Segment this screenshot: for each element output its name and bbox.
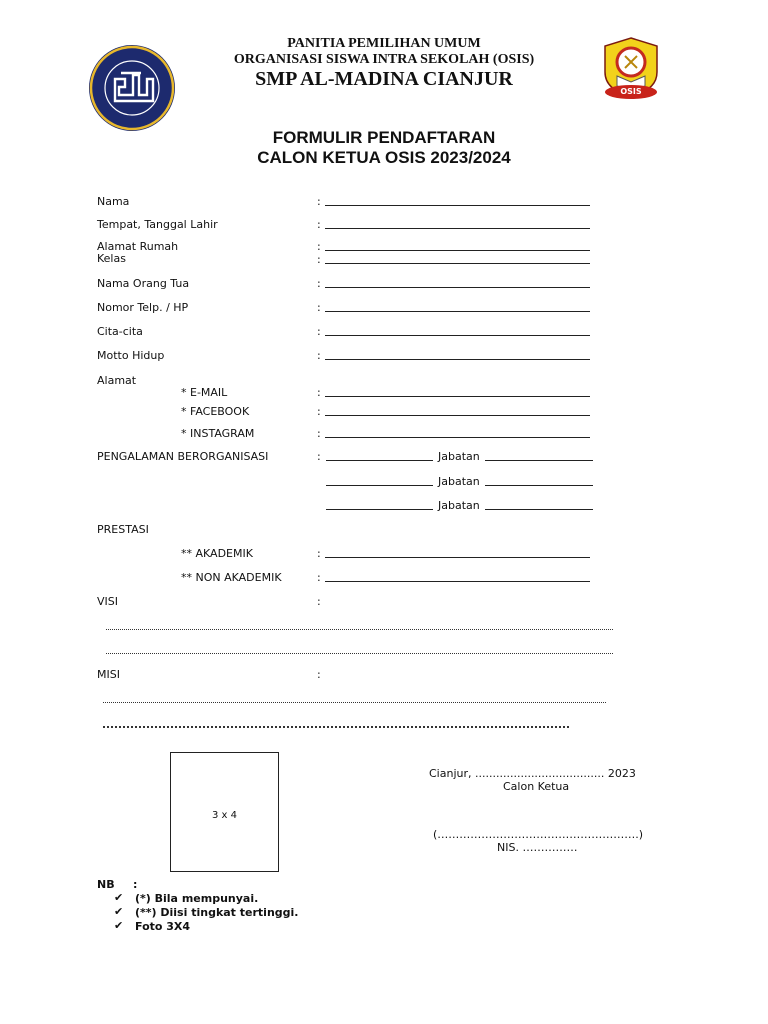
visi-line-1[interactable] bbox=[106, 629, 613, 630]
field-input-ttl[interactable] bbox=[325, 228, 590, 229]
note-item: (*) Bila mempunyai. bbox=[135, 892, 259, 905]
field-label-alamat: Alamat bbox=[97, 374, 137, 387]
org-input-2[interactable] bbox=[326, 485, 433, 486]
field-label-ttl: Tempat, Tanggal Lahir bbox=[97, 218, 218, 231]
check-icon: ✔ bbox=[114, 905, 124, 918]
jabatan-label-2: Jabatan bbox=[438, 475, 480, 488]
field-input-cita[interactable] bbox=[325, 335, 590, 336]
field-label-instagram: * INSTAGRAM bbox=[181, 427, 255, 440]
colon: : bbox=[317, 218, 321, 231]
check-icon: ✔ bbox=[114, 919, 124, 932]
field-label-telp: Nomor Telp. / HP bbox=[97, 301, 189, 314]
signature-place-date: Cianjur, ..................................... 2023 bbox=[429, 767, 636, 780]
misi-line-2[interactable] bbox=[103, 726, 569, 728]
field-label-non-akademik: ** NON AKADEMIK bbox=[181, 571, 282, 584]
jabatan-label-1: Jabatan bbox=[438, 450, 480, 463]
colon: : bbox=[317, 349, 321, 362]
jabatan-input-3[interactable] bbox=[485, 509, 593, 510]
signature-role: Calon Ketua bbox=[503, 780, 570, 793]
jabatan-label-3: Jabatan bbox=[438, 499, 480, 512]
colon: : bbox=[317, 405, 321, 418]
colon: : bbox=[317, 450, 321, 463]
note-item: Foto 3X4 bbox=[135, 920, 191, 933]
colon: : bbox=[317, 253, 321, 266]
field-label-alamat-rumah: Alamat Rumah bbox=[97, 240, 179, 253]
field-label-facebook: * FACEBOOK bbox=[181, 405, 250, 418]
org-input-1[interactable] bbox=[326, 460, 433, 461]
header-committee: PANITIA PEMILIHAN UMUM bbox=[287, 36, 481, 51]
photo-box[interactable] bbox=[170, 752, 279, 872]
field-input-facebook[interactable] bbox=[325, 415, 590, 416]
field-input-non-akademik[interactable] bbox=[325, 581, 590, 582]
colon: : bbox=[317, 595, 321, 608]
field-label-nama: Nama bbox=[97, 195, 130, 208]
colon: : bbox=[317, 386, 321, 399]
notes-heading: NB bbox=[97, 878, 115, 891]
colon: : bbox=[317, 325, 321, 338]
jabatan-input-1[interactable] bbox=[485, 460, 593, 461]
signature-nis: NIS. …………… bbox=[497, 841, 578, 854]
field-input-email[interactable] bbox=[325, 396, 590, 397]
field-label-kelas: Kelas bbox=[97, 252, 126, 265]
colon: : bbox=[317, 240, 321, 253]
field-input-orang-tua[interactable] bbox=[325, 287, 590, 288]
field-label-misi: MISI bbox=[97, 668, 120, 681]
field-label-pengalaman: PENGALAMAN BERORGANISASI bbox=[97, 450, 269, 463]
form-subtitle: CALON KETUA OSIS 2023/2024 bbox=[257, 148, 511, 167]
note-item: (**) Diisi tingkat tertinggi. bbox=[135, 906, 299, 919]
form-title: FORMULIR PENDAFTARAN bbox=[272, 128, 496, 147]
field-label-email: * E-MAIL bbox=[181, 386, 228, 399]
check-icon: ✔ bbox=[114, 891, 124, 904]
colon: : bbox=[317, 301, 321, 314]
field-label-cita: Cita-cita bbox=[97, 325, 143, 338]
visi-line-2[interactable] bbox=[106, 653, 613, 654]
colon: : bbox=[317, 571, 321, 584]
osis-logo-text: OSIS bbox=[620, 87, 642, 96]
photo-size-label: 3 x 4 bbox=[212, 810, 237, 821]
notes-colon: : bbox=[133, 878, 138, 891]
colon: : bbox=[317, 668, 321, 681]
colon: : bbox=[317, 547, 321, 560]
field-input-instagram[interactable] bbox=[325, 437, 590, 438]
signature-name-line: (……………………………………………….) bbox=[433, 828, 644, 841]
field-label-motto: Motto Hidup bbox=[97, 349, 165, 362]
field-input-motto[interactable] bbox=[325, 359, 590, 360]
header-school: SMP AL-MADINA CIANJUR bbox=[255, 68, 513, 90]
field-label-akademik: ** AKADEMIK bbox=[181, 547, 253, 560]
colon: : bbox=[317, 195, 321, 208]
misi-line-1[interactable] bbox=[103, 702, 606, 703]
field-label-visi: VISI bbox=[97, 595, 118, 608]
field-label-orang-tua: Nama Orang Tua bbox=[97, 277, 190, 290]
field-input-kelas[interactable] bbox=[325, 263, 590, 264]
colon: : bbox=[317, 277, 321, 290]
field-input-telp[interactable] bbox=[325, 311, 590, 312]
field-input-nama[interactable] bbox=[325, 205, 590, 206]
colon: : bbox=[317, 427, 321, 440]
field-label-prestasi: PRESTASI bbox=[97, 523, 149, 536]
field-input-alamat-rumah[interactable] bbox=[325, 250, 590, 251]
jabatan-input-2[interactable] bbox=[485, 485, 593, 486]
field-input-akademik[interactable] bbox=[325, 557, 590, 558]
org-input-3[interactable] bbox=[326, 509, 433, 510]
header-organization: ORGANISASI SISWA INTRA SEKOLAH (OSIS) bbox=[233, 52, 535, 67]
